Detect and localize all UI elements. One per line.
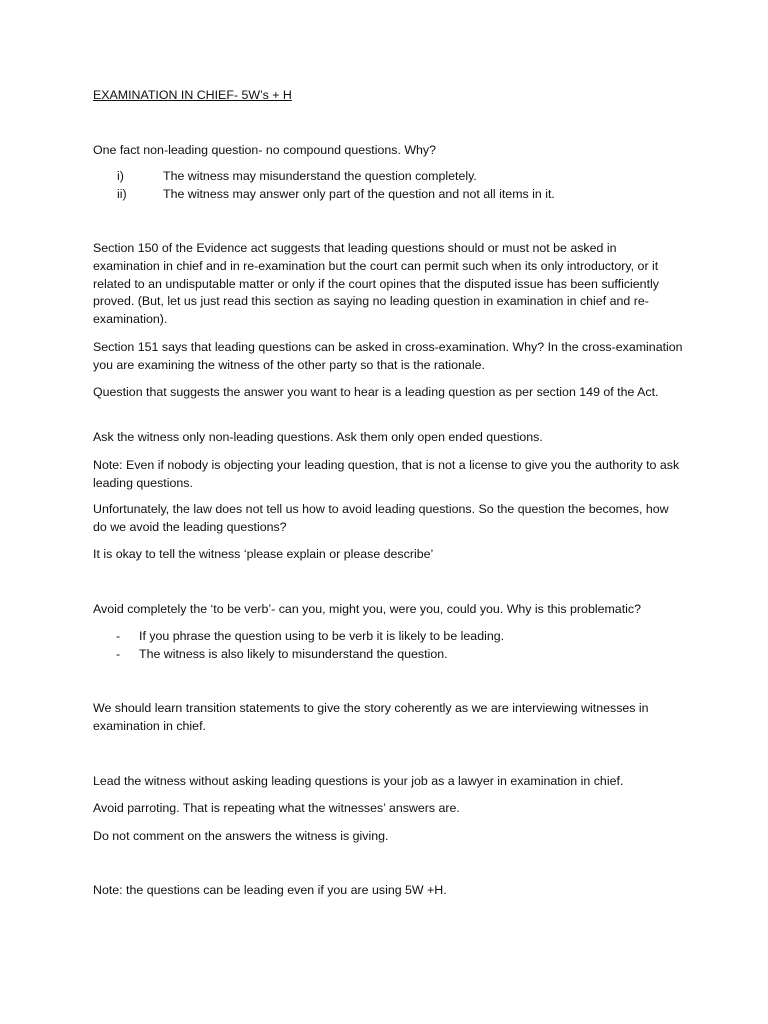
paragraph-section-151: Section 151 says that leading questions can be asked in cross-examination. Why? In the cross-examination you are examining the witness of the other party so that is the rationale.: [93, 340, 683, 372]
paragraph-law-silent: Unfortunately, the law does not tell us how to avoid leading questions. So the question the becomes, how do we avoid the leading questions?: [93, 502, 669, 534]
paragraph-avoid-parroting: Avoid parroting. That is repeating what the witnesses’ answers are.: [93, 801, 460, 815]
list-dash-1: -: [116, 629, 121, 643]
paragraph-lawyer-job: Lead the witness without asking leading questions is your job as a lawyer in examination in chief.: [93, 774, 624, 788]
paragraph-section-149: Question that suggests the answer you want to hear is a leading question as per section 149 of the Act.: [93, 385, 659, 399]
list-item-likely-leading: If you phrase the question using to be verb it is likely to be leading.: [139, 629, 505, 643]
list-item-misunderstand: The witness may misunderstand the question completely.: [163, 169, 477, 183]
list-marker-ii: ii): [117, 187, 127, 201]
list-item-likely-misunderstand: The witness is also likely to misunderstand the question.: [139, 647, 448, 661]
paragraph-explain-describe: It is okay to tell the witness ‘please explain or please describe’: [93, 547, 434, 561]
paragraph-note-5w-h: Note: the questions can be leading even if you are using 5W +H.: [93, 883, 447, 897]
document-title: EXAMINATION IN CHIEF- 5W’s + H: [93, 88, 292, 102]
paragraph-section-150: Section 150 of the Evidence act suggests that leading questions should or must not be asked in examination in chief and in re-examination but the court can permit such when its only introductory, or it related to an undisputable matter or only if the court opines that the disputed issue has been sufficiently proved. (But, let us just read this section as saying no leading question in examination in chief and re-examination).: [93, 241, 659, 327]
list-item-partial-answer: The witness may answer only part of the question and not all items in it.: [163, 187, 555, 201]
paragraph-compound-questions: One fact non-leading question- no compound questions. Why?: [93, 143, 437, 157]
list-dash-2: -: [116, 647, 121, 661]
paragraph-no-comment: Do not comment on the answers the witness is giving.: [93, 829, 389, 843]
paragraph-to-be-verb: Avoid completely the ‘to be verb’- can you, might you, were you, could you. Why is this problematic?: [93, 602, 641, 616]
paragraph-open-ended: Ask the witness only non-leading questions. Ask them only open ended questions.: [93, 430, 543, 444]
list-marker-i: i): [117, 169, 124, 183]
paragraph-note-objecting: Note: Even if nobody is objecting your leading question, that is not a license to give you the authority to ask leading questions.: [93, 458, 680, 490]
paragraph-transition-statements: We should learn transition statements to give the story coherently as we are interviewing witnesses in examination in chief.: [93, 701, 649, 733]
